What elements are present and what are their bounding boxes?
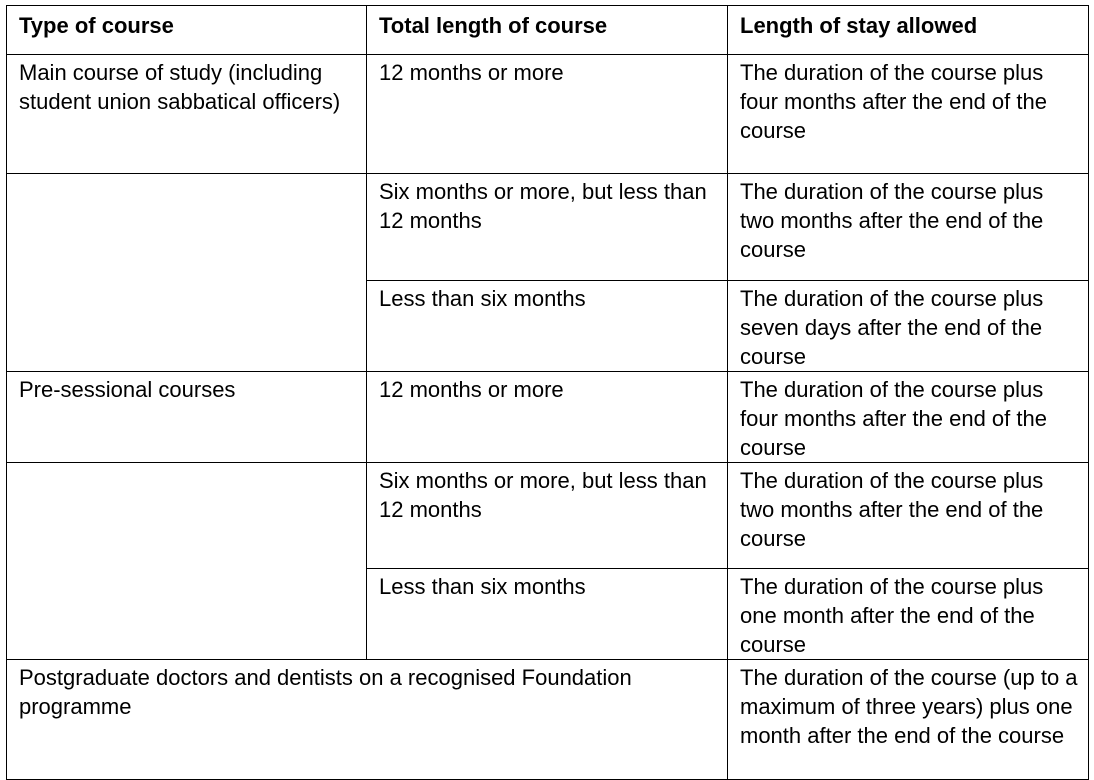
cell-stay-allowed: The duration of the course plus four months after the end of the course: [728, 372, 1089, 463]
cell-stay-allowed: The duration of the course plus seven days after the end of the course: [728, 281, 1089, 372]
table-row: [7, 174, 1089, 281]
course-length-table: [6, 5, 1089, 780]
header-length-of-stay: Length of stay allowed: [728, 6, 1089, 55]
cell-course-length: Less than six months: [367, 569, 728, 660]
table-header-row: [7, 6, 1089, 55]
cell-course-length: Less than six months: [367, 281, 728, 372]
cell-course-length: Six months or more, but less than 12 months: [367, 463, 728, 569]
cell-stay-allowed: The duration of the course plus two months after the end of the course: [728, 463, 1089, 569]
cell-course-type: [7, 174, 367, 372]
cell-stay-allowed: The duration of the course plus two months after the end of the course: [728, 174, 1089, 281]
table-row: [7, 372, 1089, 463]
cell-course-type: Main course of study (including student union sabbatical officers): [7, 55, 367, 174]
cell-course-type: [7, 463, 367, 660]
cell-course-length: Six months or more, but less than 12 months: [367, 174, 728, 281]
cell-course-length: 12 months or more: [367, 372, 728, 463]
header-total-length: Total length of course: [367, 6, 728, 55]
cell-stay-allowed: The duration of the course (up to a maximum of three years) plus one month after the end of the course: [728, 660, 1089, 780]
table-row: [7, 660, 1089, 780]
table-row: [7, 55, 1089, 174]
cell-stay-allowed: The duration of the course plus one month after the end of the course: [728, 569, 1089, 660]
cell-course-type: Pre-sessional courses: [7, 372, 367, 463]
header-type-of-course: Type of course: [7, 6, 367, 55]
cell-stay-allowed: The duration of the course plus four months after the end of the course: [728, 55, 1089, 174]
cell-course-length: 12 months or more: [367, 55, 728, 174]
cell-course-type: Postgraduate doctors and dentists on a recognised Foundation programme: [7, 660, 728, 780]
table-row: [7, 463, 1089, 569]
